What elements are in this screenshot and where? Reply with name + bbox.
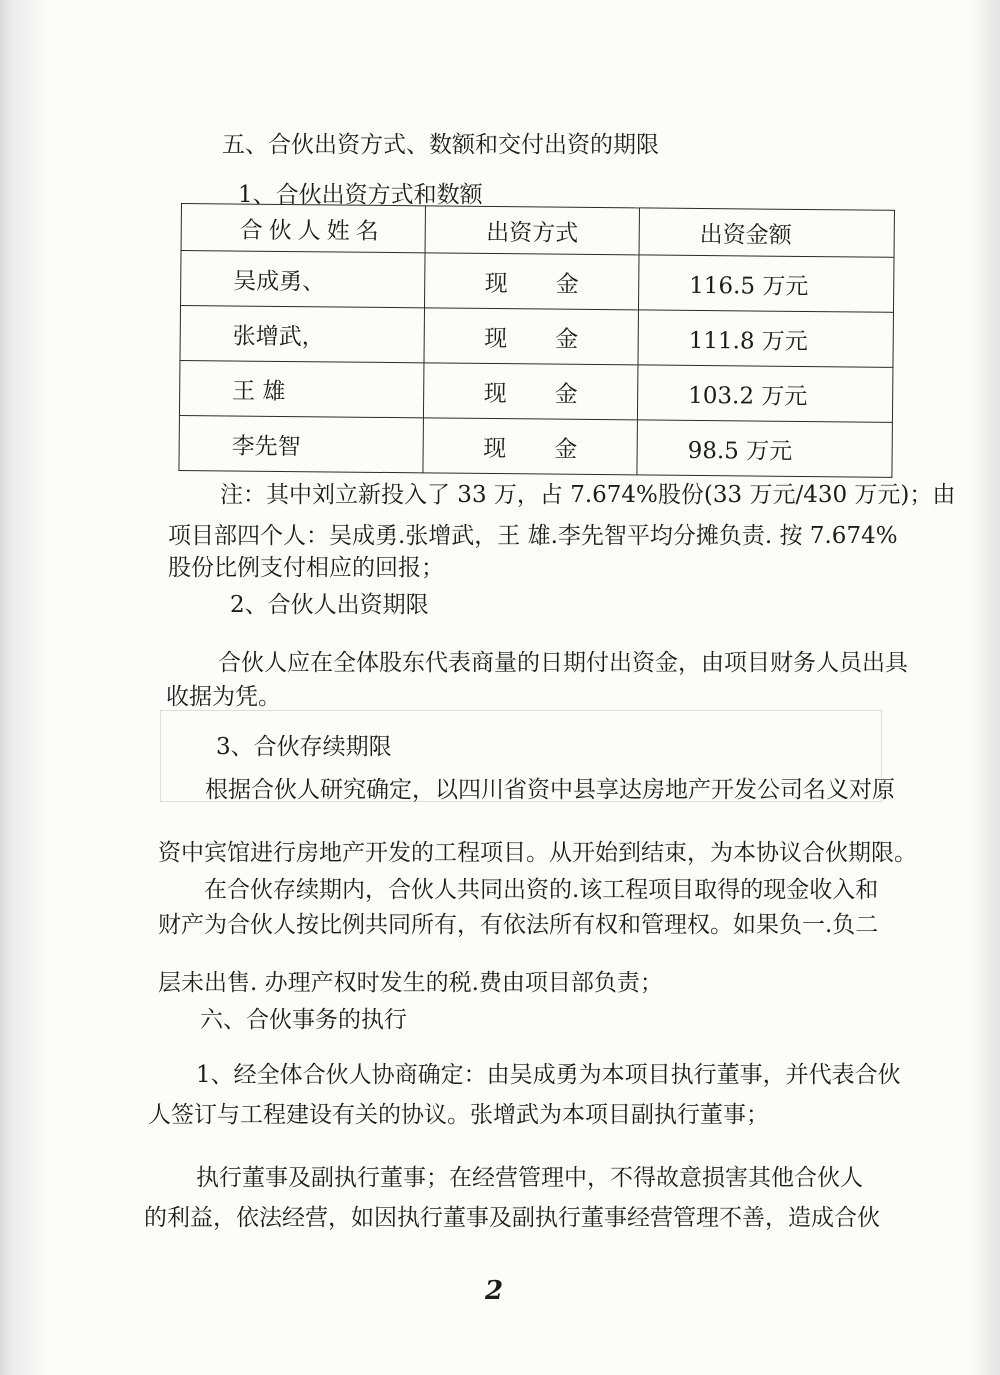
table-header-row <box>181 204 894 258</box>
sub3-line-1: 根据合伙人研究确定，以四川省资中县享达房地产开发公司名义对原 <box>205 777 895 803</box>
partner-name: 李先智 <box>179 415 424 472</box>
table-row <box>179 360 892 422</box>
sec6-line-3: 执行董事及副执行董事；在经营管理中，不得故意损害其他合伙人 <box>196 1165 863 1191</box>
scan-shadow-left <box>0 0 48 1375</box>
sub3-line-2: 资中宾馆进行房地产开发的工程项目。从开始到结束，为本协议合伙期限。 <box>158 840 917 866</box>
contribution-amount: 98.5 万元 <box>637 420 893 477</box>
partner-name: 张增武， <box>180 306 425 363</box>
note-line-3: 股份比例支付相应的回报； <box>168 555 444 581</box>
page-number: 2 <box>485 1276 504 1306</box>
header-method: 出资方式 <box>425 206 639 255</box>
partner-name: 王 雄 <box>179 360 424 417</box>
sub3-line-5: 层未出售. 办理产权时发生的税.费由项目部负责； <box>158 970 663 996</box>
contribution-method: 现金 <box>423 363 638 420</box>
note-line-1: 注：其中刘立新投入了 33 万，占 7.674%股份(33 万元/430 万元)；由 <box>220 482 956 508</box>
sub3-line-4: 财产为合伙人按比例共同所有，有依法所有权和管理权。如果负一.负二 <box>158 912 879 938</box>
sub2-line-1: 合伙人应在全体股东代表商量的日期付出资金，由项目财务人员出具 <box>218 650 908 676</box>
sub2-title: 2、合伙人出资期限 <box>230 592 429 618</box>
sub2-line-2: 收据为凭。 <box>166 684 281 710</box>
note-line-2: 项目部四个人：吴成勇.张增武，王 雄.李先智平均分摊负责. 按 7.674% <box>168 523 898 549</box>
contribution-method: 现金 <box>424 308 639 365</box>
table-row <box>180 306 893 368</box>
sub1-title: 1、合伙出资方式和数额 <box>238 182 483 208</box>
contribution-method: 现金 <box>423 418 638 475</box>
contribution-amount: 103.2 万元 <box>637 365 893 422</box>
table-row <box>181 251 894 313</box>
section5-title: 五、合伙出资方式、数额和交付出资的期限 <box>222 132 659 158</box>
contribution-amount: 116.5 万元 <box>638 255 894 312</box>
header-partner-name: 合伙人姓名 <box>181 204 425 253</box>
contribution-amount: 111.8 万元 <box>638 310 894 367</box>
sec6-line-1: 1、经全体合伙人协商确定：由吴成勇为本项目执行董事，并代表合伙 <box>196 1062 901 1088</box>
sec6-line-2: 人签订与工程建设有关的协议。张增武为本项目副执行董事； <box>148 1102 769 1128</box>
sec6-line-4: 的利益，依法经营，如因执行董事及副执行董事经营管理不善，造成合伙 <box>144 1205 880 1231</box>
section6-title: 六、合伙事务的执行 <box>200 1007 407 1033</box>
sub3-title: 3、合伙存续期限 <box>216 734 392 760</box>
header-amount: 出资金额 <box>639 208 894 257</box>
partner-name: 吴成勇、 <box>181 251 426 308</box>
scan-shadow-right <box>970 0 1000 1375</box>
contribution-table <box>178 203 895 478</box>
contribution-method: 现金 <box>425 253 640 310</box>
table-row <box>179 415 892 477</box>
sub3-line-3: 在合伙存续期内，合伙人共同出资的.该工程项目取得的现金收入和 <box>204 877 879 903</box>
